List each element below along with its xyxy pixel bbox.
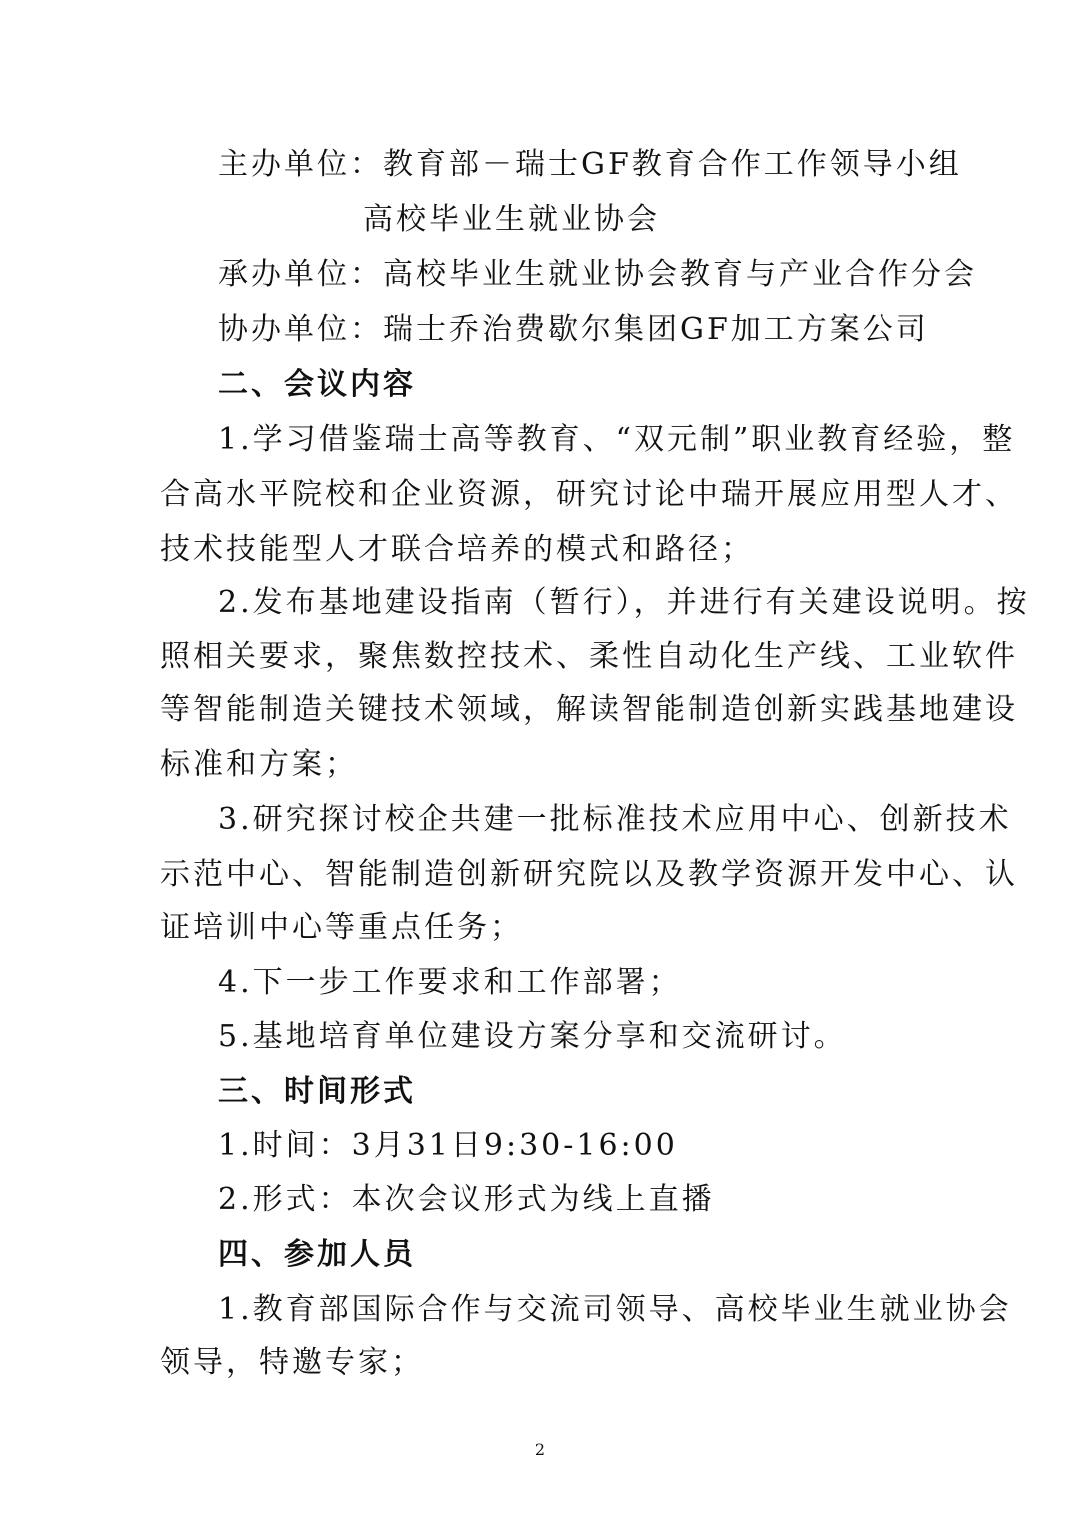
participants-item-1-line-2: 领导，特邀专家； — [160, 1345, 424, 1380]
content-item-4: 4.下一步工作要求和工作部署； — [218, 965, 682, 1000]
host-line-1 — [218, 145, 1080, 185]
content-item-2-line-4: 标准和方案； — [160, 747, 358, 782]
time-line: 1.时间：3月31日9:30-16:00 — [218, 1128, 678, 1163]
content-item-3-line-2: 示范中心、智能制造创新研究院以及教学资源开发中心、认 — [160, 857, 1018, 892]
undertaker-org: 高校毕业生就业协会教育与产业合作分会 — [383, 257, 977, 292]
content-item-1-line-3: 技术技能型人才联合培养的模式和路径； — [160, 532, 754, 567]
content-item-1-line-1: 1.学习借鉴瑞士高等教育、“双元制”职业教育经验，整 — [218, 422, 1016, 457]
co-organizer-org: 瑞士乔治费歇尔集团GF加工方案公司 — [383, 312, 929, 347]
page-number: 2 — [534, 1440, 546, 1459]
section-4-heading: 四、参加人员 — [218, 1237, 416, 1272]
undertaker-label: 承办单位： — [218, 257, 383, 292]
content-item-1-line-2: 合高水平院校和企业资源，研究讨论中瑞开展应用型人才、 — [160, 477, 1018, 512]
host-org-1: 教育部－瑞士GF教育合作工作领导小组 — [383, 147, 962, 182]
content-item-3-line-1: 3.研究探讨校企共建一批标准技术应用中心、创新技术 — [218, 802, 1012, 837]
content-item-5: 5.基地培育单位建设方案分享和交流研讨。 — [218, 1019, 847, 1054]
co-organizer-label: 协办单位： — [218, 312, 383, 347]
content-item-3-line-3: 证培训中心等重点任务； — [160, 910, 523, 945]
content-item-2-line-1: 2.发布基地建设指南（暂行），并进行有关建设说明。按 — [218, 585, 1030, 620]
section-2-heading: 二、会议内容 — [218, 367, 416, 402]
section-3-heading: 三、时间形式 — [218, 1074, 416, 1109]
host-label: 主办单位： — [218, 147, 383, 182]
co-organizer-line — [218, 310, 1080, 350]
content-item-2-line-3: 等智能制造关键技术领域，解读智能制造创新实践基地建设 — [160, 692, 1018, 727]
format-line: 2.形式：本次会议形式为线上直播 — [218, 1182, 715, 1217]
content-item-2-line-2: 照相关要求，聚焦数控技术、柔性自动化生产线、工业软件 — [160, 639, 1018, 674]
host-org-2: 高校毕业生就业协会 — [363, 202, 660, 237]
undertaker-line — [218, 255, 1080, 295]
participants-item-1-line-1: 1.教育部国际合作与交流司领导、高校毕业生就业协会 — [218, 1292, 1012, 1327]
